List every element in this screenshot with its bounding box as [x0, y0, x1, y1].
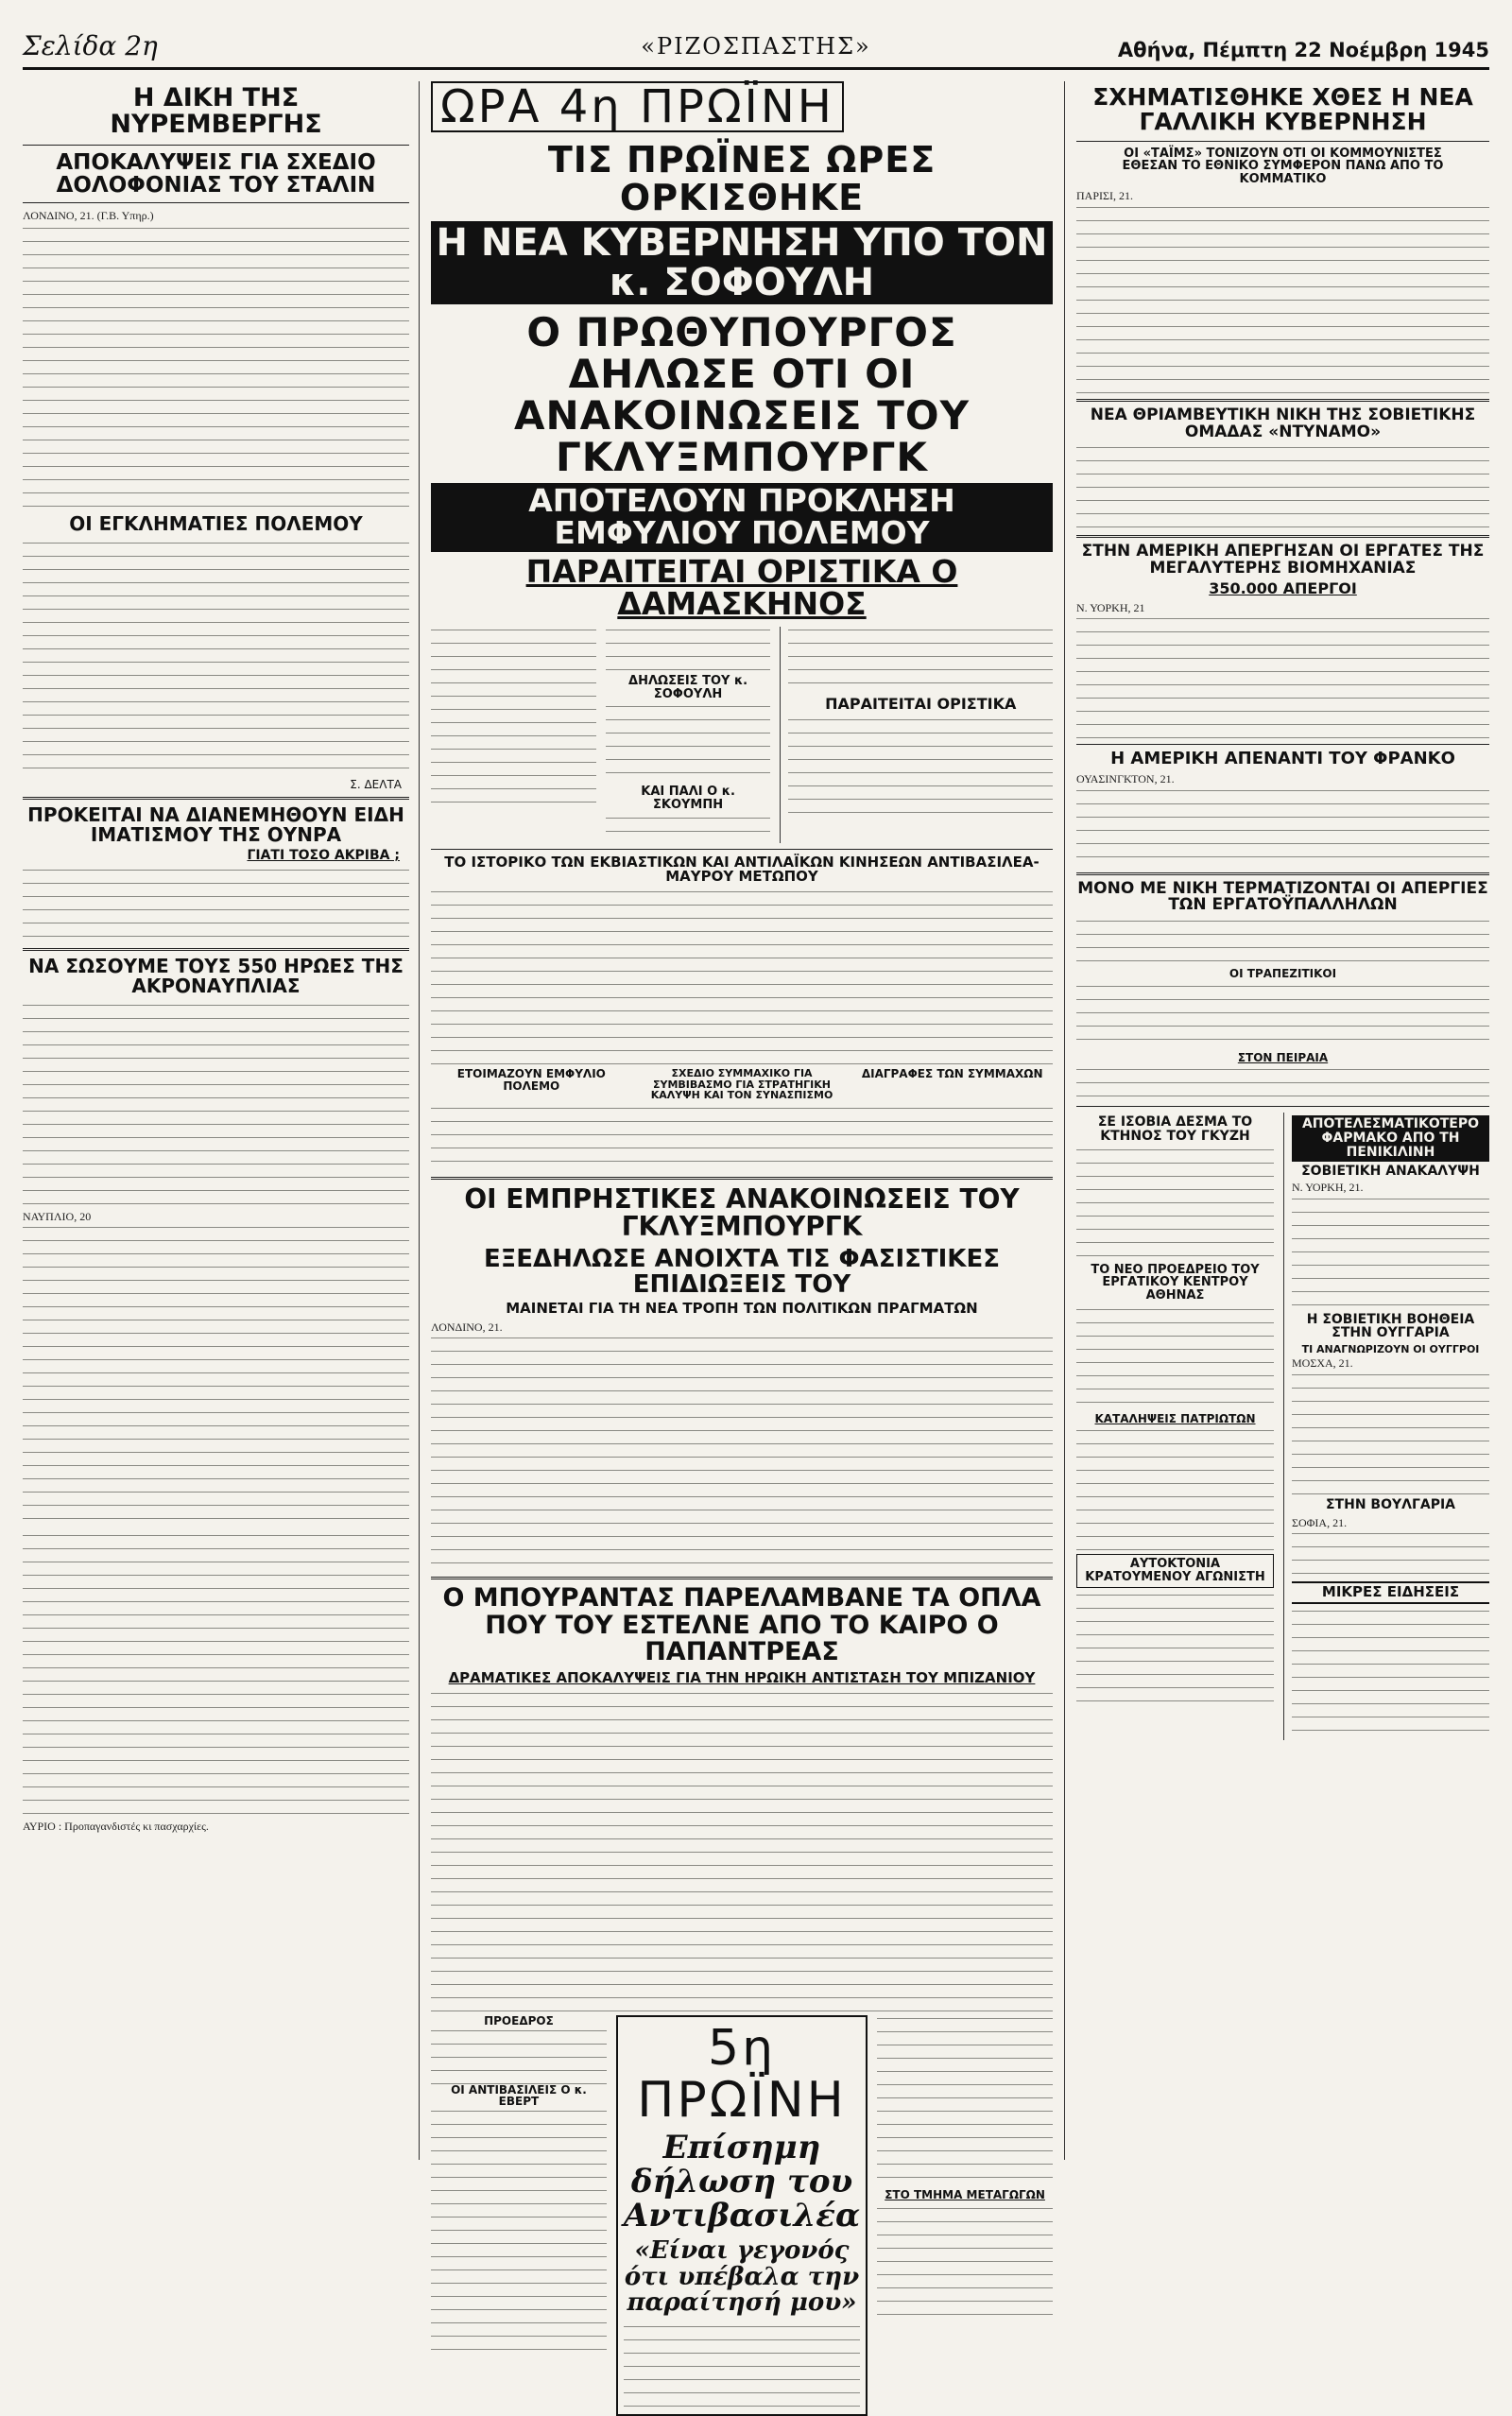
brief-news-body	[1292, 1608, 1489, 1740]
divider	[1076, 1106, 1489, 1107]
patriots-seized-heading: ΚΑΤΑΛΗΨΕΙΣ ΠΑΤΡΙΩΤΩΝ	[1094, 1411, 1256, 1425]
fifth-hour-headline: 5η ΠΡΩΪΝΗ	[637, 2020, 847, 2129]
penicillin-body	[1292, 1196, 1489, 1309]
suicide-body	[1076, 1592, 1274, 1705]
right-column	[1064, 81, 1489, 2160]
page-header	[23, 21, 1489, 70]
allied-plan-heading: ΣΧΕΔΙΟ ΣΥΜΜΑΧΙΚΟ ΓΙΑ ΣΥΜΒΙΒΑΣΜΟ ΓΙΑ ΣΤΡΑΤΗΓΙΚΗ ΚΑΛΥΨΗ ΚΑΙ ΤΟΝ ΣΥΝΑΣΠΙΣΜΟ	[650, 1067, 833, 1102]
paris-dateline: ΠΑΡΙΣΙ, 21.	[1076, 189, 1133, 203]
moscow-dateline: ΜΟΣΧΑ, 21.	[1292, 1356, 1353, 1371]
regents-heading: ΟΙ ΑΝΤΙΒΑΣΙΛΕΙΣ Ο κ. ΕΒΕΡΤ	[451, 2082, 587, 2109]
times-subheadline: ΟΙ «ΤΑΪΜΣ» ΤΟΝΙΖΟΥΝ ΟΤΙ ΟΙ ΚΟΜΜΟΥΝΙΣΤΕΣ ΕΘΕΣΑΝ ΤΟ ΕΘΝΙΚΟ ΣΥΜΦΕΡΟΝ ΠΑΝΩ ΑΠΟ ΤΟ ΚΟΜΜΑΤΙΚΟ	[1122, 146, 1444, 186]
ora-box	[431, 81, 844, 132]
ny-dateline-2: Ν. ΥΟΡΚΗ, 21.	[1292, 1181, 1364, 1195]
employees-strike-headline: ΜΟΝΟ ΜΕ ΝΙΚΗ ΤΕΡΜΑΤΙΖΟΝΤΑΙ ΟΙ ΑΠΕΡΓΙΕΣ ΤΩΝ ΕΡΓΑΤΟΫΠΑΛΛΗΛΩΝ	[1077, 878, 1488, 915]
suicide-headline: ΑΥΤΟΚΤΟΝΙΑ ΚΡΑΤΟΥΜΕΝΟΥ ΑΓΩΝΙΣΤΗ	[1076, 1554, 1274, 1587]
sofoulis-statements-heading: ΔΗΛΩΣΕΙΣ ΤΟΥ κ. ΣΟΦΟΥΛΗ	[628, 674, 748, 701]
piraeus-heading: ΣΤΟΝ ΠΕΙΡΑΙΑ	[1237, 1050, 1329, 1064]
washington-dateline: ΟΥΑΣΙΝΓΚΤΟΝ, 21.	[1076, 772, 1175, 786]
nuremberg-headline: Η ΔΙΚΗ ΤΗΣ ΝΥΡΕΜΒΕΡΓΗΣ	[110, 83, 322, 140]
london-dateline: ΛΟΝΔΙΝΟ, 21.	[431, 1320, 503, 1334]
gyzi-beast-body	[1076, 1147, 1274, 1260]
pm-declared-headline: Ο ΠΡΩΘΥΠΟΥΡΓΟΣ ΔΗΛΩΣΕ ΟΤΙ ΟΙ ΑΝΑΚΟΙΝΩΣΕΙΣ ΤΟΥ ΓΚΛΥΞΜΠΟΥΡΓΚ	[514, 309, 970, 481]
rages-subheadline: ΜΑΙΝΕΤΑΙ ΓΙΑ ΤΗ ΝΕΑ ΤΡΟΠΗ ΤΩΝ ΠΟΛΙΤΙΚΩΝ ΠΡΑΓΜΑΤΩΝ	[506, 1300, 978, 1318]
right-lower-right	[1283, 1113, 1489, 1739]
president-heading: ΠΡΟΕΔΡΟΣ	[484, 2014, 554, 2028]
divider	[1076, 872, 1489, 875]
bottom-mid-left	[431, 2015, 607, 2416]
official-statement-headline: Επίσημη δήλωση του Αντιβασιλέα	[623, 2129, 861, 2235]
news-col-c	[780, 627, 1053, 843]
blackmail-history-body	[431, 889, 1053, 1068]
regents-body	[431, 2108, 607, 2354]
divider	[23, 797, 409, 800]
civil-war-banner	[431, 483, 1053, 552]
piraeus-body	[1076, 1066, 1489, 1100]
franco-body	[1076, 787, 1489, 867]
french-gov-headline: ΣΧΗΜΑΤΙΣΘΗΚΕ ΧΘΕΣ Η ΝΕΑ ΓΑΛΛΙΚΗ ΚΥΒΕΡΝΗΣΗ	[1092, 83, 1473, 136]
penicillin-headline: ΑΠΟΤΕΛΕΣΜΑΤΙΚΟΤΕΡΟ ΦΑΡΜΑΚΟ ΑΠΟ ΤΗ ΠΕΝΙΚΙΛΙΝΗ	[1292, 1115, 1489, 1161]
clothing-subheadline: ΓΙΑΤΙ ΤΟΣΟ ΑΚΡΙΒΑ ;	[247, 848, 400, 864]
sofia-dateline: ΣΟΦΙΑ, 21.	[1292, 1515, 1348, 1529]
damaskinos-resigns-headline: ΠΑΡΑΙΤΕΙΤΑΙ ΟΡΙΣΤΙΚΑ Ο ΔΑΜΑΣΚΗΝΟΣ	[525, 552, 958, 623]
strikers-count: 350.000 ΑΠΕΡΓΟΙ	[1209, 579, 1357, 598]
emfylio-body	[431, 1105, 1053, 1171]
employees-strike-body	[1076, 918, 1489, 965]
french-gov-body	[1076, 204, 1489, 393]
issue-date: Αθήνα, Πέμπτη 22 Νοέμβρη 1945	[1117, 39, 1489, 61]
soviet-discovery-heading: ΣΟΒΙΕΤΙΚΗ ΑΝΑΚΑΛΥΨΗ	[1301, 1163, 1480, 1179]
bottom-mid-right	[877, 2015, 1053, 2416]
ministers-cont	[606, 627, 771, 672]
new-government-headline: Η ΝΕΑ ΚΥΒΕΡΝΗΣΗ ΥΠΟ ΤΟΝ κ. ΣΟΦΟΥΛΗ	[436, 221, 1048, 305]
franco-headline: Η ΑΜΕΡΙΚΗ ΑΠΕΝΑΝΤΙ ΤΟΥ ΦΡΑΝΚΟ	[1110, 749, 1455, 769]
page-number: Σελίδα 2η	[23, 30, 158, 61]
divider	[1076, 535, 1489, 538]
divider	[1076, 141, 1489, 142]
inflammatory-body	[431, 1335, 1053, 1571]
news-col-b	[606, 627, 771, 843]
right-lower-left	[1076, 1113, 1274, 1739]
article-signature: Σ. ΔΕΛΤΑ	[350, 778, 402, 792]
nuremberg-body	[23, 225, 409, 509]
blackmail-history-headline: ΤΟ ΙΣΤΟΡΙΚΟ ΤΩΝ ΕΚΒΙΑΣΤΙΚΩΝ ΚΑΙ ΑΝΤΙΛΑΪΚΩΝ ΚΙΝΗΣΕΩΝ ΑΝΤΙΒΑΣΙΛΕΑ-ΜΑΥΡΟΥ ΜΕΤΩΠΟΥ	[444, 853, 1040, 886]
preparing-civil-war-heading: ΕΤΟΙΜΑΖΟΥΝ ΕΜΦΥΛΙΟ ΠΟΛΕΜΟ	[456, 1067, 606, 1093]
fascist-aims-headline: ΕΞΕΔΗΛΩΣΕ ΑΝΟΙΧΤΑ ΤΙΣ ΦΑΣΙΣΤΙΚΕΣ ΕΠΙΔΙΩΞΕΙΣ ΤΟΥ	[484, 1244, 1000, 1299]
masthead: «ΡΙΖΟΣΠΑΣΤΗΣ»	[641, 33, 871, 60]
left-column-continuation	[23, 1532, 409, 1816]
sofoulis-statements-body	[606, 703, 771, 783]
government-news-row	[431, 627, 1053, 843]
akronafplia-body	[23, 1002, 409, 1210]
hungary-body	[1292, 1372, 1489, 1494]
akronafplia-headline: ΝΑ ΣΩΣΟΥΜΕ ΤΟΥΣ 550 ΗΡΩΕΣ ΤΗΣ ΑΚΡΟΝΑΥΠΛΙΑΣ	[28, 955, 404, 998]
left-column	[23, 81, 420, 2160]
skoumbis-heading: ΚΑΙ ΠΑΛΙ Ο κ. ΣΚΟΥΜΠΗ	[641, 785, 735, 813]
transfer-dept-heading: ΣΤΟ ΤΜΗΜΑ ΜΕΤΑΓΩΓΩΝ	[885, 2188, 1045, 2202]
hungary-aid-headline: Η ΣΟΒΙΕΤΙΚΗ ΒΟΗΘΕΙΑ ΣΤΗΝ ΟΥΓΓΑΡΙΑ	[1306, 1311, 1475, 1341]
clothing-body	[23, 867, 409, 942]
war-criminals-body	[23, 540, 409, 776]
us-strike-headline: ΣΤΗΝ ΑΜΕΡΙΚΗ ΑΠΕΡΓΗΣΑΝ ΟΙ ΕΡΓΑΤΕΣ ΤΗΣ ΜΕΓΑΛΥΤΕΡΗΣ ΒΙΟΜΗΧΑΝΙΑΣ	[1081, 542, 1485, 578]
civil-war-headline: ΑΠΟΤΕΛΟΥΝ ΠΡΟΚΛΗΣΗ ΕΜΦΥΛΙΟΥ ΠΟΛΕΜΟΥ	[528, 481, 955, 552]
dynamo-body	[1076, 444, 1489, 529]
resignation-body-top	[788, 627, 1053, 693]
sworn-headline: ΤΙΣ ΠΡΩΪΝΕΣ ΩΡΕΣ ΟΡΚΙΣΘΗΚΕ	[547, 139, 936, 219]
nafplio-body	[23, 1224, 409, 1527]
avrio-note: ΑΥΡΙΟ : Προπαγανδιστές κι πασχαρχίες.	[23, 1820, 209, 1834]
divider	[431, 1577, 1053, 1579]
ora-headline: ΩΡΑ 4η ΠΡΩΪΝΗ	[440, 80, 834, 133]
bottom-right-body	[877, 2015, 1053, 2185]
divider	[23, 202, 409, 203]
skoumbis-body	[606, 815, 771, 843]
dynamo-headline: ΝΕΑ ΘΡΙΑΜΒΕΥΤΙΚΗ ΝΙΚΗ ΤΗΣ ΣΟΒΙΕΤΙΚΗΣ ΟΜΑΔΑΣ «ΝΤΥΝΑΜΟ»	[1090, 405, 1476, 441]
fifth-hour-body	[624, 2323, 860, 2408]
resignation-body	[788, 716, 1053, 820]
transfer-dept-body	[877, 2205, 1053, 2319]
bottom-middle-row	[431, 2015, 1053, 2416]
labour-center-body	[1076, 1306, 1274, 1410]
fifth-hour-box	[616, 2015, 868, 2416]
allied-removals-heading: ΔΙΑΓΡΑΦΕΣ ΤΩΝ ΣΥΜΜΑΧΩΝ	[861, 1067, 1043, 1081]
new-government-banner	[431, 221, 1053, 304]
hungary-subheading: ΤΙ ΑΝΑΓΝΩΡΙΖΟΥΝ ΟΙ ΟΥΓΓΡΟΙ	[1301, 1342, 1480, 1355]
inflammatory-headline: ΟΙ ΕΜΠΡΗΣΤΙΚΕΣ ΑΝΑΚΟΙΝΩΣΕΙΣ ΤΟΥ ΓΚΛΥΞΜΠΟΥΡΓΚ	[464, 1182, 1020, 1243]
bulgaria-heading: ΣΤΗΝ ΒΟΥΛΓΑΡΙΑ	[1325, 1496, 1456, 1512]
emfylio-row	[431, 1068, 1053, 1101]
bizani-subheadline: ΔΡΑΜΑΤΙΚΕΣ ΑΠΟΚΑΛΥΨΕΙΣ ΓΙΑ ΤΗΝ ΗΡΩΙΚΗ ΑΝΤΙΣΤΑΣΗ ΤΟΥ ΜΠΙΖΑΝΙΟΥ	[448, 1669, 1036, 1687]
nuremberg-dateline: ΛΟΝΔΙΝΟ, 21. (Γ.Β. Υπηρ.)	[23, 208, 154, 222]
right-lower-split	[1076, 1113, 1489, 1739]
bouranta-body	[431, 1690, 1053, 2011]
brief-news-heading: ΜΙΚΡΕΣ ΕΙΔΗΣΕΙΣ	[1292, 1581, 1489, 1604]
definite-resignation-heading: ΠΑΡΑΙΤΕΙΤΑΙ ΟΡΙΣΤΙΚΑ	[825, 695, 1017, 714]
divider	[1076, 399, 1489, 402]
patriots-seized-body	[1076, 1427, 1274, 1550]
nafplio-dateline: ΝΑΥΠΛΙΟ, 20	[23, 1210, 92, 1224]
bouranta-headline: Ο ΜΠΟΥΡΑΝΤΑΣ ΠΑΡΕΛΑΜΒΑΝΕ ΤΑ ΟΠΛΑ ΠΟΥ ΤΟΥ ΕΣΤΕΛΝΕ ΑΠΟ ΤΟ ΚΑΙΡΟ Ο ΠΑΠΑΝΤΡΕΑΣ	[442, 1583, 1041, 1666]
us-strike-body	[1076, 615, 1489, 738]
bulgaria-body	[1292, 1530, 1489, 1578]
nuremberg-subheadline: ΑΠΟΚΑΛΥΨΕΙΣ ΓΙΑ ΣΧΕΔΙΟ ΔΟΛΟΦΟΝΙΑΣ ΤΟΥ ΣΤΑΛΙΝ	[56, 149, 376, 198]
ny-dateline: Ν. ΥΟΡΚΗ, 21	[1076, 600, 1145, 614]
divider	[23, 145, 409, 146]
divider	[431, 1177, 1053, 1180]
divider	[431, 849, 1053, 850]
middle-columns	[431, 80, 1053, 2317]
resignation-quote: «Είναι γεγονός ότι υπέβαλα την παραίτησή μου»	[624, 2236, 860, 2317]
president-body	[431, 2028, 607, 2084]
bankers-body	[1076, 983, 1489, 1049]
bankers-heading: ΟΙ ΤΡΑΠΕΖΙΤΙΚΟΙ	[1228, 967, 1337, 981]
gyzi-beast-headline: ΣΕ ΙΣΟΒΙΑ ΔΕΣΜΑ ΤΟ ΚΤΗΝΟΣ ΤΟΥ ΓΚΥΖΗ	[1097, 1114, 1253, 1145]
divider	[23, 948, 409, 951]
clothing-headline: ΠΡΟΚΕΙΤΑΙ ΝΑ ΔΙΑΝΕΜΗΘΟΥΝ ΕΙΔΗ ΙΜΑΤΙΣΜΟΥ ΤΗΣ ΟΥΝΡΑ	[27, 803, 404, 847]
news-col-a	[431, 627, 596, 843]
labour-center-headline: ΤΟ ΝΕΟ ΠΡΟΕΔΡΕΙΟ ΤΟΥ ΕΡΓΑΤΙΚΟΥ ΚΕΝΤΡΟΥ ΑΘΗΝΑΣ	[1091, 1262, 1260, 1303]
war-criminals-headline: ΟΙ ΕΓΚΛΗΜΑΤΙΕΣ ΠΟΛΕΜΟΥ	[69, 512, 363, 536]
government-list	[431, 627, 596, 806]
divider	[1076, 744, 1489, 745]
